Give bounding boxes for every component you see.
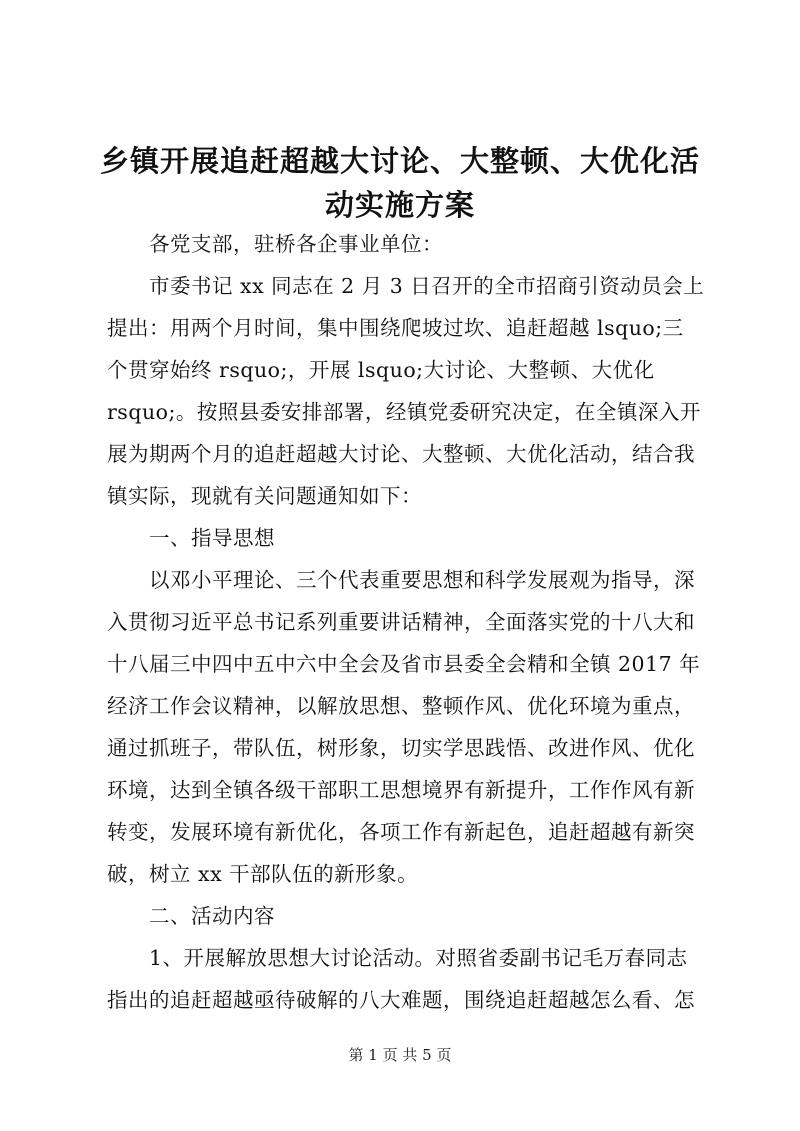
- page-footer: 第 1 页 共 5 页: [348, 1046, 452, 1064]
- paragraph-line: 市委书记 xx 同志在 2 月 3 日召开的全市招商引资动员会上: [149, 274, 705, 298]
- paragraph-line: 提出：用两个月时间，集中围绕爬坡过坎、追赶超越 lsquo;三: [107, 316, 684, 340]
- paragraph-line: 镇实际，现就有关问题通知如下：: [107, 484, 422, 508]
- paragraph-line: 入贯彻习近平总书记系列重要讲话精神，全面落实党的十八大和: [107, 610, 695, 634]
- paragraph-line: 通过抓班子，带队伍，树形象，切实学思践悟、改进作风、优化: [107, 736, 695, 760]
- paragraph-line: 环境，达到全镇各级干部职工思想境界有新提升，工作作风有新: [107, 778, 695, 802]
- document-title-line-2: 动实施方案: [324, 188, 475, 222]
- paragraph-line: 十八届三中四中五中六中全会及省市县委全会精和全镇 2017 年: [107, 652, 701, 676]
- paragraph-line: 1、开展解放思想大讨论活动。对照省委副书记毛万春同志: [149, 946, 688, 970]
- paragraph-line: 个贯穿始终 rsquo;，开展 lsquo;大讨论、大整顿、大优化: [107, 358, 655, 382]
- paragraph-line: 经济工作会议精神，以解放思想、整顿作风、优化环境为重点，: [107, 694, 695, 718]
- section-heading: 二、活动内容: [149, 904, 275, 928]
- salutation: 各党支部，驻桥各企事业单位：: [149, 232, 443, 256]
- paragraph-line: 指出的追赶超越亟待破解的八大难题，围绕追赶超越怎么看、怎: [107, 988, 695, 1012]
- paragraph-line: 展为期两个月的追赶超越大讨论、大整顿、大优化活动，结合我: [107, 442, 695, 466]
- section-heading: 一、指导思想: [149, 526, 275, 550]
- paragraph-line: rsquo;。按照县委安排部署，经镇党委研究决定，在全镇深入开: [107, 400, 701, 424]
- paragraph-line: 转变，发展环境有新优化，各项工作有新起色，追赶超越有新突: [107, 820, 695, 844]
- paragraph-line: 以邓小平理论、三个代表重要思想和科学发展观为指导，深: [149, 568, 695, 592]
- paragraph-line: 破，树立 xx 干部队伍的新形象。: [107, 862, 419, 886]
- document-title-line-1: 乡镇开展追赶超越大讨论、大整顿、大优化活: [99, 144, 700, 178]
